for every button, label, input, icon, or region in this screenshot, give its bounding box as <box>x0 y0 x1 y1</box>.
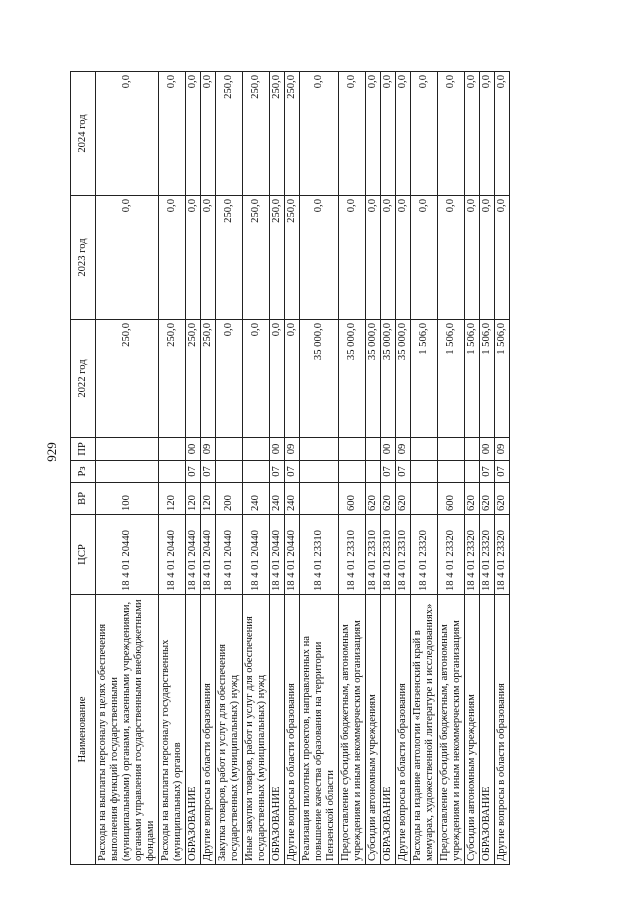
table-row <box>366 72 381 865</box>
cell-vr: 120 <box>201 483 216 515</box>
table-row <box>495 72 510 865</box>
cell-rz: 07 <box>270 461 285 483</box>
cell-2023: 250,0 <box>285 196 300 320</box>
cell-csr: 18 4 01 20440 <box>159 515 186 595</box>
cell-vr <box>300 483 339 515</box>
cell-2022: 1 506,0 <box>465 320 480 438</box>
cell-2022: 1 506,0 <box>411 320 438 438</box>
cell-pr <box>159 438 186 461</box>
header-2024: 2024 год <box>71 72 96 196</box>
table-row <box>285 72 300 865</box>
cell-vr: 600 <box>339 483 366 515</box>
cell-pr: 09 <box>285 438 300 461</box>
cell-rz <box>216 461 243 483</box>
cell-2022: 250,0 <box>201 320 216 438</box>
cell-pr: 09 <box>396 438 411 461</box>
cell-pr <box>216 438 243 461</box>
cell-2023: 0,0 <box>339 196 366 320</box>
table-row <box>465 72 480 865</box>
cell-2024: 0,0 <box>438 72 465 196</box>
cell-pr: 00 <box>381 438 396 461</box>
header-pr: ПР <box>71 438 96 461</box>
cell-rz <box>243 461 270 483</box>
cell-csr: 18 4 01 20440 <box>216 515 243 595</box>
cell-2022: 35 000,0 <box>339 320 366 438</box>
cell-name: Другие вопросы в области образования <box>396 595 411 865</box>
cell-csr: 18 4 01 23310 <box>381 515 396 595</box>
cell-name: Субсидии автономным учреждениям <box>366 595 381 865</box>
table-row <box>159 72 186 865</box>
cell-pr <box>465 438 480 461</box>
cell-2022: 250,0 <box>186 320 201 438</box>
cell-rz <box>411 461 438 483</box>
cell-vr: 600 <box>438 483 465 515</box>
cell-pr <box>339 438 366 461</box>
cell-pr <box>366 438 381 461</box>
cell-rz <box>96 461 159 483</box>
page-number: 929 <box>44 442 59 462</box>
cell-csr: 18 4 01 23310 <box>366 515 381 595</box>
cell-2023: 0,0 <box>396 196 411 320</box>
cell-2022: 0,0 <box>285 320 300 438</box>
cell-2022: 35 000,0 <box>381 320 396 438</box>
cell-name: Расходы на выплаты персоналу в целях обеспечения выполнения функций государственными (муниципальными) органами, казенными учреждениями, органами управления государственными внебюджетными фондами <box>96 595 159 865</box>
cell-rz <box>300 461 339 483</box>
cell-2022: 250,0 <box>159 320 186 438</box>
cell-csr: 18 4 01 23310 <box>300 515 339 595</box>
cell-2022: 35 000,0 <box>300 320 339 438</box>
cell-name: Другие вопросы в области образования <box>201 595 216 865</box>
cell-pr <box>300 438 339 461</box>
header-csr: ЦСР <box>71 515 96 595</box>
table-row <box>411 72 438 865</box>
header-2023: 2023 год <box>71 196 96 320</box>
cell-pr: 00 <box>186 438 201 461</box>
cell-pr: 00 <box>270 438 285 461</box>
cell-2024: 0,0 <box>300 72 339 196</box>
cell-2024: 0,0 <box>480 72 495 196</box>
cell-name: ОБРАЗОВАНИЕ <box>186 595 201 865</box>
table-row <box>216 72 243 865</box>
cell-2024: 0,0 <box>186 72 201 196</box>
cell-name: ОБРАЗОВАНИЕ <box>381 595 396 865</box>
cell-2023: 0,0 <box>186 196 201 320</box>
cell-csr: 18 4 01 23310 <box>396 515 411 595</box>
cell-2024: 250,0 <box>270 72 285 196</box>
cell-2023: 0,0 <box>411 196 438 320</box>
budget-table <box>70 71 510 865</box>
cell-csr: 18 4 01 20440 <box>285 515 300 595</box>
cell-name: ОБРАЗОВАНИЕ <box>270 595 285 865</box>
cell-2023: 0,0 <box>366 196 381 320</box>
table-row <box>396 72 411 865</box>
cell-csr: 18 4 01 20440 <box>270 515 285 595</box>
cell-2022: 35 000,0 <box>366 320 381 438</box>
cell-2022: 250,0 <box>96 320 159 438</box>
cell-csr: 18 4 01 20440 <box>243 515 270 595</box>
cell-csr: 18 4 01 23320 <box>480 515 495 595</box>
cell-vr: 240 <box>285 483 300 515</box>
cell-2024: 250,0 <box>216 72 243 196</box>
header-name: Наименование <box>71 595 96 865</box>
cell-name: Иные закупки товаров, работ и услуг для обеспечения государственных (муниципальных) нужд <box>243 595 270 865</box>
cell-pr: 09 <box>201 438 216 461</box>
header-rz: Рз <box>71 461 96 483</box>
cell-rz: 07 <box>381 461 396 483</box>
cell-vr <box>411 483 438 515</box>
cell-2024: 0,0 <box>495 72 510 196</box>
cell-2023: 0,0 <box>465 196 480 320</box>
rotated-page <box>70 72 532 865</box>
cell-name: Предоставление субсидий бюджетным, автономным учреждениям и иным некоммерческим организациям <box>339 595 366 865</box>
cell-2023: 0,0 <box>438 196 465 320</box>
cell-vr: 620 <box>381 483 396 515</box>
cell-2023: 0,0 <box>300 196 339 320</box>
cell-2022: 1 506,0 <box>480 320 495 438</box>
cell-rz: 07 <box>285 461 300 483</box>
cell-vr: 620 <box>396 483 411 515</box>
cell-2024: 250,0 <box>243 72 270 196</box>
cell-pr <box>438 438 465 461</box>
cell-2024: 0,0 <box>381 72 396 196</box>
cell-name: Другие вопросы в области образования <box>495 595 510 865</box>
table-row <box>270 72 285 865</box>
table-body <box>96 72 510 865</box>
cell-2023: 250,0 <box>216 196 243 320</box>
cell-pr: 00 <box>480 438 495 461</box>
table-row <box>186 72 201 865</box>
cell-vr: 240 <box>243 483 270 515</box>
cell-vr: 620 <box>495 483 510 515</box>
cell-2024: 0,0 <box>366 72 381 196</box>
table-row <box>201 72 216 865</box>
cell-2023: 0,0 <box>381 196 396 320</box>
table-row <box>243 72 270 865</box>
cell-csr: 18 4 01 23320 <box>438 515 465 595</box>
cell-name: Субсидии автономным учреждениям <box>465 595 480 865</box>
header-vr: ВР <box>71 483 96 515</box>
cell-2022: 35 000,0 <box>396 320 411 438</box>
cell-pr: 09 <box>495 438 510 461</box>
table-row <box>300 72 339 865</box>
header-2022: 2022 год <box>71 320 96 438</box>
cell-2024: 0,0 <box>201 72 216 196</box>
cell-csr: 18 4 01 20440 <box>201 515 216 595</box>
cell-rz: 07 <box>480 461 495 483</box>
cell-csr: 18 4 01 23320 <box>495 515 510 595</box>
cell-name: Расходы на выплаты персоналу государственных (муниципальных) органов <box>159 595 186 865</box>
cell-rz <box>159 461 186 483</box>
cell-csr: 18 4 01 23320 <box>411 515 438 595</box>
cell-rz: 07 <box>186 461 201 483</box>
cell-vr: 120 <box>186 483 201 515</box>
cell-csr: 18 4 01 23320 <box>465 515 480 595</box>
cell-csr: 18 4 01 20440 <box>186 515 201 595</box>
cell-vr: 120 <box>159 483 186 515</box>
cell-2022: 1 506,0 <box>438 320 465 438</box>
cell-vr: 620 <box>480 483 495 515</box>
cell-csr: 18 4 01 20440 <box>96 515 159 595</box>
cell-2024: 0,0 <box>96 72 159 196</box>
cell-2024: 0,0 <box>465 72 480 196</box>
cell-vr: 240 <box>270 483 285 515</box>
table-row <box>96 72 159 865</box>
cell-csr: 18 4 01 23310 <box>339 515 366 595</box>
cell-pr <box>96 438 159 461</box>
cell-2022: 0,0 <box>216 320 243 438</box>
cell-2023: 0,0 <box>495 196 510 320</box>
cell-2024: 0,0 <box>159 72 186 196</box>
cell-2022: 0,0 <box>243 320 270 438</box>
cell-2023: 0,0 <box>96 196 159 320</box>
cell-2023: 250,0 <box>243 196 270 320</box>
cell-rz: 07 <box>495 461 510 483</box>
cell-name: Закупка товаров, работ и услуг для обеспечения государственных (муниципальных) нужд <box>216 595 243 865</box>
cell-vr: 620 <box>465 483 480 515</box>
cell-rz: 07 <box>201 461 216 483</box>
cell-pr <box>243 438 270 461</box>
cell-2024: 0,0 <box>396 72 411 196</box>
cell-vr: 100 <box>96 483 159 515</box>
table-row <box>339 72 366 865</box>
cell-2023: 250,0 <box>270 196 285 320</box>
cell-rz: 07 <box>396 461 411 483</box>
table-row <box>381 72 396 865</box>
cell-rz <box>465 461 480 483</box>
cell-name: Предоставление субсидий бюджетным, автономным учреждениям и иным некоммерческим организациям <box>438 595 465 865</box>
cell-2022: 0,0 <box>270 320 285 438</box>
table-row <box>480 72 495 865</box>
cell-2024: 0,0 <box>411 72 438 196</box>
cell-vr: 620 <box>366 483 381 515</box>
cell-name: Расходы на издание антологии «Пензенский край в мемуарах, художественной литературе и исследованиях» <box>411 595 438 865</box>
cell-2023: 0,0 <box>159 196 186 320</box>
cell-rz <box>366 461 381 483</box>
cell-vr: 200 <box>216 483 243 515</box>
table-row <box>438 72 465 865</box>
cell-2024: 0,0 <box>339 72 366 196</box>
cell-rz <box>438 461 465 483</box>
table-header-row <box>71 72 96 865</box>
cell-rz <box>339 461 366 483</box>
cell-2023: 0,0 <box>201 196 216 320</box>
cell-2024: 250,0 <box>285 72 300 196</box>
cell-name: ОБРАЗОВАНИЕ <box>480 595 495 865</box>
cell-2023: 0,0 <box>480 196 495 320</box>
cell-pr <box>411 438 438 461</box>
cell-2022: 1 506,0 <box>495 320 510 438</box>
cell-name: Реализация пилотных проектов, направленных на повышение качества образования на территории Пензенской области <box>300 595 339 865</box>
cell-name: Другие вопросы в области образования <box>285 595 300 865</box>
